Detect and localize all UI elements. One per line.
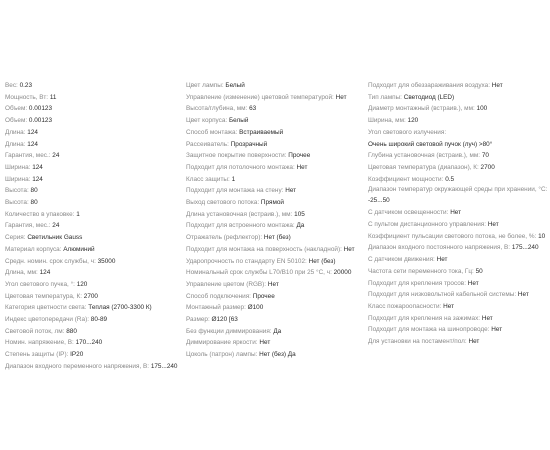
spec-row [5,291,180,303]
spec-label: Цоколь (патрон) лампы: [186,351,258,359]
spec-row [5,267,180,279]
spec-label: Диапазон температур окружающей среды при хранении, °С: [368,186,548,194]
spec-label: Серия: [5,234,26,242]
spec-label: Выход светового потока: [186,199,260,207]
spec-label: Диммирование яркости: [186,339,258,347]
spec-value: Прочее [252,292,275,300]
spec-label: Гарантия, мес.: [5,152,51,160]
spec-label: Рассеиватель: [186,140,229,148]
spec-label: Коэффициент пульсации светового потока, не более, %: [368,232,537,240]
spec-label: Длина: [5,128,26,136]
spec-row [368,324,548,336]
spec-value: 0.00123 [28,117,53,125]
spec-row [5,185,180,197]
spec-value: 124 [27,128,38,136]
spec-label: Угол светового излучения: [368,128,447,136]
spec-value: Теплая (2700-3300 К) [88,304,152,312]
spec-row [5,337,180,349]
spec-label: Цвет корпуса: [186,117,228,125]
spec-row [5,127,180,139]
spec-row [5,209,180,221]
spec-row [186,174,364,186]
spec-label: Номинальный срок службы L70/B10 при 25 °C, ч: [186,269,332,277]
spec-label: С датчиком движения: [368,256,435,264]
spec-label: Диаметр монтажный (встраив.), мм: [368,105,475,113]
spec-label: Высота: [5,199,29,207]
spec-value: Алюминий [63,245,95,253]
spec-row [368,219,548,231]
spec-label: Подходит для монтажа на поверхность (накладной): [186,245,342,253]
spec-label: Подходит для низковольтной кабельной системы: [368,291,517,299]
spec-row [368,80,548,92]
spec-value: Нет (без) [308,257,336,265]
spec-label: Тип лампы: [368,93,402,101]
spec-row [5,232,180,244]
spec-row [186,337,364,349]
spec-label: Мощность, Вт: [5,93,49,101]
spec-row [5,80,180,92]
specs-column-1 [5,80,180,373]
spec-label: Частота сети переменного тока, Гц: [368,267,474,275]
spec-value: Нет (без) [263,234,291,242]
spec-row [186,103,364,115]
spec-row [186,185,364,197]
spec-value: 80 [30,187,38,195]
spec-label: Подходит для монтажа на шинопроводе: [368,326,490,334]
spec-value: Нет [285,187,297,195]
spec-label: Высота/глубина, мм: [186,105,248,113]
spec-label: Ширина: [5,175,31,183]
spec-label: Диапазон входного постоянного напряжения, В: [368,244,511,252]
spec-value: Очень широкий световой пучок (луч) >80° [368,140,493,148]
spec-value: 124 [27,140,38,148]
spec-value: Прямой [260,199,284,207]
spec-row [368,139,548,151]
spec-value: Нет [481,314,493,322]
spec-label: Цветовая температура, К: [5,292,82,300]
spec-label: Подходит для крепления на зажимах: [368,314,481,322]
spec-value: Нет [296,163,308,171]
spec-label: Длина установочная (встраив.), мм: [186,210,293,218]
spec-label: Защитное покрытие поверхности: [186,152,287,160]
spec-row [5,115,180,127]
spec-value: Нет [259,339,271,347]
spec-label: Подходит для встроенного монтажа: [186,222,295,230]
spec-row [5,139,180,151]
spec-row [186,244,364,256]
spec-label: Управление (изменение) цветовой температурой: [186,93,334,101]
spec-value: 175...240 [150,362,178,370]
spec-row [5,220,180,232]
spec-row [186,209,364,221]
spec-value: Белый [228,117,249,125]
spec-label: С пультом дистанционного управления: [368,221,487,229]
spec-value: Нет [517,291,529,299]
spec-row [5,326,180,338]
spec-label: Подходит для обеззараживания воздуха: [368,82,491,89]
spec-row [186,232,364,244]
spec-label: Способ подключения: [186,292,251,300]
spec-value: 70 [481,152,489,160]
spec-row [186,349,364,361]
spec-label: Подходит для крепления тросов: [368,279,466,287]
spec-row [368,313,548,325]
spec-row [186,302,364,314]
spec-value: 0.5 [445,175,455,183]
spec-value: Светильник Gauss [27,234,83,242]
spec-value: 0.23 [19,82,33,89]
spec-row [186,256,364,268]
spec-label: Гарантия, мес.: [5,222,51,230]
spec-value: 100 [476,105,488,113]
spec-value: Да [296,222,305,230]
spec-row [368,289,548,301]
spec-row [5,92,180,104]
spec-label: Категория цветности света: [5,304,87,312]
spec-value: Белый [225,82,245,89]
spec-label: Класс защиты: [186,175,230,183]
spec-value: Нет [436,256,448,264]
spec-value: Нет [267,280,279,288]
spec-row [186,326,364,338]
spec-label: Угол светового пучка, °: [5,280,75,288]
spec-label: Объем: [5,105,28,113]
spec-label: Цвет лампы: [186,82,224,89]
spec-value: 124 [32,175,43,183]
spec-label: Подходит для потолочного монтажа: [186,163,295,171]
spec-value: 120 [407,117,419,125]
spec-value: Нет [343,245,355,253]
spec-row [368,301,548,313]
spec-label: С датчиком освещенности: [368,209,449,217]
spec-row [186,267,364,279]
spec-value: 80 [30,199,38,207]
spec-row [368,185,548,207]
spec-value: 880 [66,327,77,335]
spec-value: 1 [76,210,80,218]
specs-column-2 [186,80,364,361]
spec-value: 80-89 [90,316,108,324]
spec-value: IP20 [70,351,84,359]
spec-label: Вес: [5,82,18,89]
spec-row [368,278,548,290]
spec-value: 63 [249,105,257,113]
spec-row [186,314,364,326]
spec-value: Нет [487,221,499,229]
spec-label: Подходит для монтажа на стену: [186,187,284,195]
spec-label: Для установки на постамент/пол: [368,338,467,346]
spec-row [186,92,364,104]
spec-value: 35000 [97,257,116,265]
spec-row [5,244,180,256]
spec-row [5,197,180,209]
spec-row [368,207,548,219]
spec-value: 24 [52,152,60,160]
spec-label: Глубина установочная (встраив.), мм: [368,152,481,160]
spec-value: Светодиод (LED) [403,93,455,101]
spec-label: Монтажный размер: [186,304,246,312]
spec-row [5,256,180,268]
spec-label: Диапазон входного переменного напряжения, В: [5,362,150,370]
spec-row [368,103,548,115]
spec-row [5,361,180,373]
spec-value: 124 [32,163,43,171]
spec-label: Номин. напряжение, В: [5,339,74,347]
spec-label: Ширина, мм: [368,117,406,125]
spec-row [186,139,364,151]
spec-row [368,115,548,127]
spec-row [186,197,364,209]
spec-value: 50 [475,267,483,275]
spec-label: Без функции диммирования: [186,327,272,335]
spec-value: Встраиваемый [239,128,284,136]
spec-row [186,291,364,303]
spec-label: Ударопрочность по стандарту EN 50102: [186,257,307,265]
spec-row [368,336,548,348]
specs-column-3 [368,80,548,348]
spec-label: Световой поток, лм: [5,327,65,335]
spec-value: Нет [335,93,347,101]
spec-row [368,127,548,139]
spec-row [5,302,180,314]
spec-row [368,174,548,186]
spec-value: 1 [231,175,236,183]
spec-value: Прочее [288,152,311,160]
spec-row [5,103,180,115]
spec-label: Цветовая температура (диапазон), К: [368,163,479,171]
spec-label: Управление цветом (RGB): [186,280,267,288]
spec-value: Нет [467,279,479,287]
spec-label: Класс пожароопасности: [368,302,442,310]
spec-row [186,150,364,162]
spec-value: Да [273,327,282,335]
spec-value: Ø120 [63 [211,316,238,324]
spec-row [368,92,548,104]
spec-value: Нет (без) Да [259,351,296,359]
spec-label: Средн. номин. срок службы, ч: [5,257,96,265]
spec-label: Материал корпуса: [5,245,62,253]
spec-label: Длина: [5,140,26,148]
spec-label: Способ монтажа: [186,128,238,136]
spec-label: Объем: [5,117,28,125]
spec-row [368,266,548,278]
spec-row [368,162,548,174]
spec-label: Высота: [5,187,29,195]
spec-value: Прозрачный [230,140,268,148]
spec-row [5,314,180,326]
spec-value: Ø100 [247,304,264,312]
spec-row [186,279,364,291]
spec-row [186,162,364,174]
spec-value: 120 [76,280,88,288]
spec-row [368,254,548,266]
spec-row [186,127,364,139]
spec-row [186,220,364,232]
spec-row [368,150,548,162]
spec-value: 20000 [333,269,352,277]
spec-row [186,80,364,92]
spec-value: Нет [468,338,480,346]
spec-label: Длина, мм: [5,269,38,277]
spec-value: 124 [39,269,51,277]
spec-row [5,279,180,291]
spec-value: Нет [491,326,503,334]
spec-row [5,174,180,186]
spec-label: Коэффициент мощности: [368,175,444,183]
spec-value: 0.00123 [28,105,53,113]
spec-label: Степень защиты (IP): [5,351,69,359]
spec-value: Нет [491,82,503,89]
spec-row [368,242,548,254]
spec-label: Количество в упаковке: [5,210,75,218]
spec-value: 105 [294,210,305,218]
spec-value: Нет [443,302,455,310]
spec-value: 10 [538,232,546,240]
spec-row [5,162,180,174]
spec-value: 170...240 [75,339,103,347]
spec-row [5,150,180,162]
spec-value: 11 [49,93,57,101]
spec-value: -25...50 [368,196,390,204]
spec-label: Размер: [186,316,210,324]
spec-row [186,115,364,127]
spec-value: Нет [450,209,462,217]
spec-value: 2700 [83,292,98,300]
spec-label: Ширина: [5,163,31,171]
spec-value: 2700 [480,163,495,171]
spec-row [5,349,180,361]
spec-value: 24 [52,222,60,230]
spec-label: Индекс цветопередачи (Ra): [5,316,89,324]
spec-label: Отражатель (рефлектор): [186,234,263,242]
spec-row [368,231,548,243]
spec-value: 175...240 [511,244,539,252]
